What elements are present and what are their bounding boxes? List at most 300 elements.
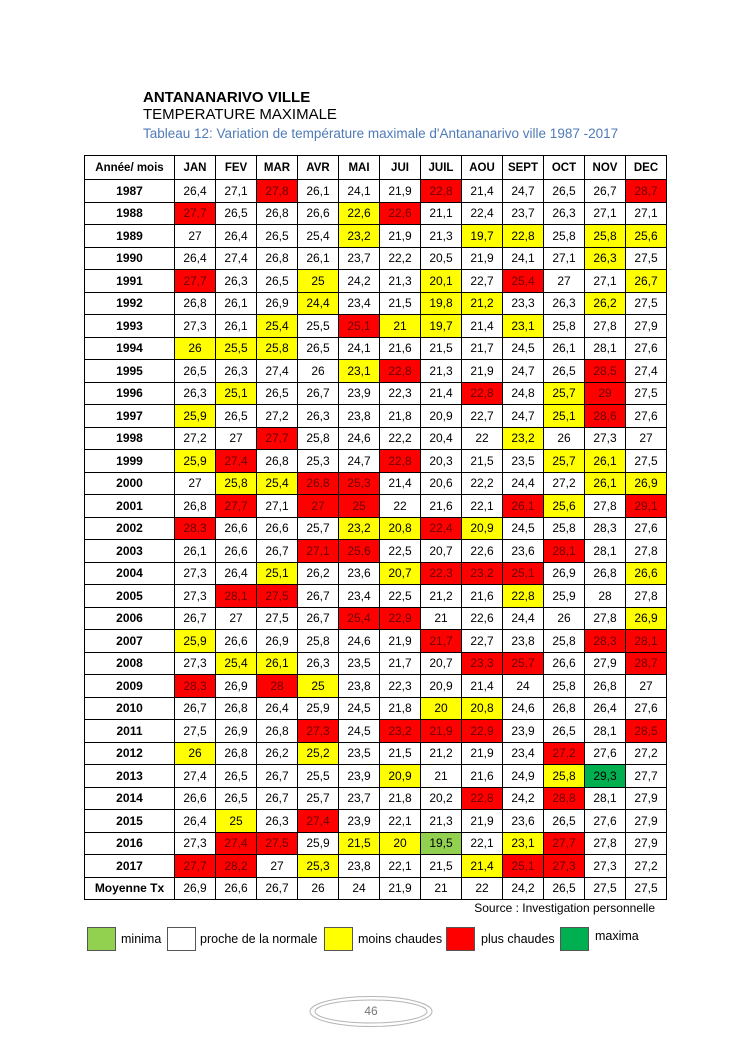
temperature-cell: 25 — [298, 270, 339, 293]
temperature-cell: 28,5 — [626, 720, 667, 743]
temperature-cell: 25,1 — [216, 382, 257, 405]
temperature-cell: 26,8 — [257, 247, 298, 270]
temperature-cell: 26,4 — [175, 810, 216, 833]
temperature-cell: 27,8 — [585, 832, 626, 855]
temperature-cell: 21 — [380, 315, 421, 338]
temperature-cell: 23,8 — [503, 630, 544, 653]
temperature-cell: 24,4 — [503, 607, 544, 630]
table-row — [85, 202, 667, 225]
temperature-cell: 25,6 — [626, 225, 667, 248]
temperature-cell: 26,7 — [626, 270, 667, 293]
temperature-cell: 21,4 — [462, 315, 503, 338]
temperature-cell: 27,1 — [216, 180, 257, 203]
temperature-cell: 24,6 — [503, 697, 544, 720]
temperature-cell: 23,9 — [339, 765, 380, 788]
temperature-cell: 26,8 — [257, 720, 298, 743]
temperature-cell: 24,1 — [339, 337, 380, 360]
temperature-cell: 22,6 — [462, 607, 503, 630]
temperature-cell: 21,6 — [380, 337, 421, 360]
temperature-cell: 25,6 — [544, 495, 585, 518]
table-row — [85, 292, 667, 315]
temperature-cell: 22,7 — [462, 405, 503, 428]
temperature-cell: 25,1 — [503, 855, 544, 878]
temperature-cell: 25,5 — [298, 315, 339, 338]
temperature-cell: 22,6 — [339, 202, 380, 225]
year-cell: 2007 — [85, 630, 175, 653]
temperature-cell: 25,6 — [339, 540, 380, 563]
temperature-cell: 27,8 — [585, 607, 626, 630]
temperature-cell: 20,7 — [421, 540, 462, 563]
column-header-avr: AVR — [298, 156, 339, 180]
temperature-cell: 23,7 — [339, 247, 380, 270]
temperature-cell: 26,7 — [298, 382, 339, 405]
temperature-cell: 25,8 — [298, 630, 339, 653]
temperature-cell: 27,2 — [257, 405, 298, 428]
temperature-cell: 27,5 — [626, 450, 667, 473]
temperature-cell: 23,1 — [339, 360, 380, 383]
temperature-cell: 27 — [544, 270, 585, 293]
temperature-cell: 21,4 — [380, 472, 421, 495]
temperature-cell: 23,4 — [503, 742, 544, 765]
table-row — [85, 270, 667, 293]
temperature-cell: 27,5 — [626, 382, 667, 405]
year-cell: 1990 — [85, 247, 175, 270]
temperature-cell: 22,4 — [421, 517, 462, 540]
temperature-cell: 28,8 — [544, 787, 585, 810]
temperature-cell: 25,4 — [503, 270, 544, 293]
temperature-cell: 21,5 — [421, 337, 462, 360]
temperature-cell: 27,7 — [257, 427, 298, 450]
temperature-cell: 27,5 — [257, 607, 298, 630]
temperature-cell: 26,5 — [544, 360, 585, 383]
temperature-cell: 28,3 — [175, 675, 216, 698]
temperature-cell: 27,8 — [626, 540, 667, 563]
temperature-cell: 20,7 — [380, 562, 421, 585]
temperature-cell: 26,5 — [216, 787, 257, 810]
temperature-cell: 26,8 — [257, 450, 298, 473]
temperature-cell: 27,6 — [626, 517, 667, 540]
temperature-cell: 21,5 — [339, 832, 380, 855]
temperature-cell: 20,8 — [380, 517, 421, 540]
temperature-cell: 25,8 — [544, 315, 585, 338]
average-cell: 26,9 — [175, 877, 216, 900]
temperature-cell: 22,4 — [462, 202, 503, 225]
temperature-cell: 26,5 — [257, 270, 298, 293]
average-cell: 21 — [421, 877, 462, 900]
page-title: ANTANANARIVO VILLE — [143, 89, 311, 106]
temperature-cell: 25,3 — [298, 855, 339, 878]
temperature-cell: 26,1 — [298, 180, 339, 203]
temperature-cell: 21,8 — [380, 405, 421, 428]
temperature-cell: 25,3 — [298, 450, 339, 473]
temperature-cell: 27 — [298, 495, 339, 518]
table-row — [85, 765, 667, 788]
temperature-cell: 23,5 — [339, 652, 380, 675]
year-cell: 2009 — [85, 675, 175, 698]
temperature-cell: 26,6 — [298, 202, 339, 225]
temperature-cell: 25,8 — [544, 675, 585, 698]
temperature-cell: 24,6 — [339, 630, 380, 653]
temperature-cell: 22,9 — [380, 607, 421, 630]
temperature-cell: 26,1 — [216, 292, 257, 315]
average-cell: 26,5 — [544, 877, 585, 900]
page-subtitle: TEMPERATURE MAXIMALE — [143, 106, 337, 123]
temperature-cell: 27,3 — [175, 585, 216, 608]
temperature-cell: 25,8 — [585, 225, 626, 248]
temperature-cell: 27,4 — [216, 247, 257, 270]
temperature-cell: 23,9 — [339, 382, 380, 405]
table-row — [85, 180, 667, 203]
temperature-cell: 26,1 — [503, 495, 544, 518]
temperature-cell: 29,3 — [585, 765, 626, 788]
year-cell: 1992 — [85, 292, 175, 315]
temperature-cell: 23,6 — [339, 562, 380, 585]
temperature-cell: 25,8 — [544, 765, 585, 788]
temperature-cell: 26,5 — [544, 720, 585, 743]
temperature-cell: 26,8 — [585, 562, 626, 585]
temperature-cell: 20,5 — [421, 247, 462, 270]
temperature-cell: 21,7 — [462, 337, 503, 360]
year-cell: 2010 — [85, 697, 175, 720]
column-header-juil: JUIL — [421, 156, 462, 180]
average-cell: 22 — [462, 877, 503, 900]
average-cell: 26,7 — [257, 877, 298, 900]
temperature-cell: 21,1 — [421, 202, 462, 225]
temperature-cell: 27 — [626, 675, 667, 698]
year-cell: 2008 — [85, 652, 175, 675]
temperature-cell: 23,5 — [503, 450, 544, 473]
temperature-cell: 21,9 — [462, 742, 503, 765]
temperature-cell: 27,8 — [257, 180, 298, 203]
temperature-cell: 23,7 — [503, 202, 544, 225]
temperature-cell: 28,1 — [544, 540, 585, 563]
table-row — [85, 427, 667, 450]
temperature-cell: 27,2 — [626, 855, 667, 878]
temperature-cell: 26,3 — [175, 382, 216, 405]
temperature-cell: 23,5 — [339, 742, 380, 765]
temperature-cell: 25,4 — [298, 225, 339, 248]
temperature-cell: 24,1 — [339, 180, 380, 203]
year-cell: 2005 — [85, 585, 175, 608]
temperature-cell: 22,3 — [380, 382, 421, 405]
temperature-cell: 24,7 — [503, 405, 544, 428]
temperature-cell: 25,5 — [298, 765, 339, 788]
temperature-cell: 26,7 — [257, 787, 298, 810]
temperature-cell: 25,7 — [544, 450, 585, 473]
year-cell: 2003 — [85, 540, 175, 563]
legend — [87, 927, 657, 955]
legend-label-maxima: maxima — [595, 929, 639, 943]
temperature-cell: 21,7 — [380, 652, 421, 675]
temperature-cell: 23,2 — [380, 720, 421, 743]
temperature-cell: 28,2 — [216, 855, 257, 878]
temperature-cell: 26,8 — [175, 495, 216, 518]
temperature-cell: 25,9 — [175, 450, 216, 473]
temperature-cell: 25,9 — [175, 405, 216, 428]
year-cell: 1989 — [85, 225, 175, 248]
temperature-cell: 26 — [544, 427, 585, 450]
temperature-cell: 26,1 — [585, 472, 626, 495]
temperature-cell: 26,9 — [626, 472, 667, 495]
temperature-cell: 21,9 — [462, 247, 503, 270]
column-header-sept: SEPT — [503, 156, 544, 180]
temperature-cell: 23,3 — [503, 292, 544, 315]
temperature-cell: 22 — [380, 495, 421, 518]
temperature-cell: 26,4 — [175, 247, 216, 270]
table-row — [85, 382, 667, 405]
temperature-cell: 27,9 — [585, 652, 626, 675]
table-row — [85, 810, 667, 833]
temperature-cell: 26,7 — [585, 180, 626, 203]
temperature-cell: 27,3 — [175, 832, 216, 855]
temperature-cell: 25,7 — [503, 652, 544, 675]
temperature-cell: 25,7 — [298, 787, 339, 810]
temperature-cell: 26,7 — [257, 765, 298, 788]
table-body — [85, 180, 667, 900]
temperature-cell: 26,1 — [544, 337, 585, 360]
legend-swatch-plus-chaudes — [446, 927, 475, 951]
temperature-cell: 27,7 — [216, 495, 257, 518]
temperature-cell: 25 — [339, 495, 380, 518]
table-row — [85, 675, 667, 698]
temperature-cell: 27,1 — [585, 202, 626, 225]
temperature-cell: 25,9 — [298, 697, 339, 720]
temperature-cell: 26,4 — [257, 697, 298, 720]
temperature-cell: 23,1 — [503, 315, 544, 338]
page-number-text: 46 — [364, 1004, 378, 1018]
temperature-cell: 23,7 — [339, 787, 380, 810]
temperature-cell: 22,8 — [503, 225, 544, 248]
temperature-cell: 21 — [421, 765, 462, 788]
temperature-cell: 26,3 — [298, 652, 339, 675]
temperature-cell: 26,6 — [257, 517, 298, 540]
temperature-cell: 24,5 — [503, 517, 544, 540]
temperature-cell: 25,8 — [544, 630, 585, 653]
temperature-cell: 22,5 — [380, 585, 421, 608]
temperature-cell: 26,6 — [175, 787, 216, 810]
temperature-cell: 26,5 — [216, 405, 257, 428]
temperature-cell: 25 — [216, 810, 257, 833]
temperature-cell: 27,6 — [626, 337, 667, 360]
temperature-cell: 26,3 — [216, 360, 257, 383]
temperature-cell: 23,6 — [503, 810, 544, 833]
year-cell: 1991 — [85, 270, 175, 293]
temperature-cell: 21 — [421, 607, 462, 630]
year-cell: 2000 — [85, 472, 175, 495]
temperature-cell: 22,8 — [462, 787, 503, 810]
temperature-cell: 20,9 — [421, 675, 462, 698]
column-header-year-month: Année/ mois — [85, 156, 175, 180]
temperature-cell: 26,6 — [216, 540, 257, 563]
temperature-cell: 25,8 — [216, 472, 257, 495]
temperature-cell: 27 — [216, 607, 257, 630]
temperature-cell: 23,2 — [339, 517, 380, 540]
temperature-cell: 24,5 — [339, 720, 380, 743]
column-header-jui: JUI — [380, 156, 421, 180]
temperature-cell: 20,9 — [421, 405, 462, 428]
temperature-cell: 20,4 — [421, 427, 462, 450]
year-cell: 2015 — [85, 810, 175, 833]
average-cell: 21,9 — [380, 877, 421, 900]
temperature-cell: 21,5 — [380, 292, 421, 315]
temperature-cell: 21,5 — [380, 742, 421, 765]
temperature-cell: 26,8 — [175, 292, 216, 315]
temperature-cell: 25,4 — [339, 607, 380, 630]
temperature-cell: 25,2 — [298, 742, 339, 765]
year-cell: 2016 — [85, 832, 175, 855]
temperature-cell: 26,9 — [626, 607, 667, 630]
temperature-cell: 26 — [544, 607, 585, 630]
table-row — [85, 630, 667, 653]
temperature-cell: 25,4 — [216, 652, 257, 675]
temperature-cell: 20,6 — [421, 472, 462, 495]
temperature-cell: 28 — [585, 585, 626, 608]
temperature-cell: 22 — [462, 427, 503, 450]
temperature-cell: 20,3 — [421, 450, 462, 473]
temperature-cell: 23,6 — [503, 540, 544, 563]
temperature-cell: 26,7 — [298, 607, 339, 630]
page-header — [143, 89, 618, 144]
table-row — [85, 450, 667, 473]
temperature-cell: 26,8 — [544, 697, 585, 720]
temperature-cell: 27,6 — [585, 742, 626, 765]
temperature-cell: 27,1 — [298, 540, 339, 563]
temperature-cell: 23,2 — [503, 427, 544, 450]
temperature-cell: 21,2 — [421, 585, 462, 608]
temperature-cell: 21,4 — [462, 855, 503, 878]
temperature-cell: 22,1 — [462, 495, 503, 518]
temperature-cell: 22,3 — [380, 675, 421, 698]
temperature-cell: 26,2 — [585, 292, 626, 315]
temperature-cell: 27,7 — [175, 270, 216, 293]
temperature-cell: 27,4 — [626, 360, 667, 383]
temperature-cell: 28,3 — [175, 517, 216, 540]
table-row — [85, 742, 667, 765]
temperature-cell: 23,8 — [339, 405, 380, 428]
year-cell: 1995 — [85, 360, 175, 383]
temperature-cell: 26,5 — [544, 810, 585, 833]
temperature-cell: 20,9 — [380, 765, 421, 788]
temperature-cell: 28,1 — [626, 630, 667, 653]
average-cell: 26 — [298, 877, 339, 900]
table-row — [85, 607, 667, 630]
temperature-cell: 20 — [421, 697, 462, 720]
year-cell: 2002 — [85, 517, 175, 540]
temperature-cell: 23,2 — [462, 562, 503, 585]
temperature-cell: 26,3 — [257, 810, 298, 833]
temperature-cell: 26,5 — [544, 180, 585, 203]
temperature-cell: 25,7 — [298, 517, 339, 540]
temperature-cell: 26,3 — [544, 202, 585, 225]
temperature-cell: 27,3 — [175, 315, 216, 338]
table-row — [85, 405, 667, 428]
temperature-cell: 21,3 — [380, 270, 421, 293]
temperature-cell: 27,8 — [585, 495, 626, 518]
temperature-cell: 27,5 — [257, 832, 298, 855]
temperature-cell: 28,1 — [585, 337, 626, 360]
temperature-cell: 22,2 — [462, 472, 503, 495]
temperature-cell: 22,6 — [380, 202, 421, 225]
table-row — [85, 832, 667, 855]
temperature-cell: 21,2 — [421, 742, 462, 765]
temperature-cell: 27,5 — [175, 720, 216, 743]
temperature-cell: 20,2 — [421, 787, 462, 810]
temperature-cell: 22,8 — [380, 360, 421, 383]
temperature-cell: 22,6 — [462, 540, 503, 563]
table-row — [85, 495, 667, 518]
temperature-cell: 22,2 — [380, 427, 421, 450]
temperature-cell: 21,5 — [421, 855, 462, 878]
temperature-cell: 21,3 — [421, 225, 462, 248]
year-cell: 1999 — [85, 450, 175, 473]
temperature-cell: 20 — [380, 832, 421, 855]
table-row — [85, 360, 667, 383]
temperature-cell: 21,8 — [380, 787, 421, 810]
temperature-cell: 28,3 — [585, 517, 626, 540]
temperature-cell: 21,8 — [380, 697, 421, 720]
year-cell: 1987 — [85, 180, 175, 203]
column-header-jan: JAN — [175, 156, 216, 180]
source-note: Source : Investigation personnelle — [474, 901, 655, 915]
temperature-cell: 29,1 — [626, 495, 667, 518]
temperature-cell: 19,7 — [462, 225, 503, 248]
temperature-cell: 26,1 — [585, 450, 626, 473]
temperature-cell: 21,3 — [421, 360, 462, 383]
average-cell: 24 — [339, 877, 380, 900]
temperature-cell: 25,8 — [544, 225, 585, 248]
legend-swatch-moins-chaudes — [324, 927, 353, 951]
temperature-cell: 27,8 — [626, 585, 667, 608]
temperature-cell: 25,9 — [175, 630, 216, 653]
temperature-cell: 25 — [298, 675, 339, 698]
temperature-cell: 23,8 — [339, 855, 380, 878]
table-row — [85, 652, 667, 675]
table-row — [85, 472, 667, 495]
table-header-row — [85, 156, 667, 180]
temperature-cell: 21,9 — [421, 720, 462, 743]
temperature-cell: 27,8 — [585, 315, 626, 338]
temperature-cell: 22,1 — [380, 810, 421, 833]
temperature-cell: 21,9 — [380, 180, 421, 203]
year-cell: 1988 — [85, 202, 175, 225]
temperature-cell: 27,6 — [626, 697, 667, 720]
temperature-cell: 28,6 — [585, 405, 626, 428]
temperature-cell: 25,1 — [257, 562, 298, 585]
column-header-fev: FEV — [216, 156, 257, 180]
temperature-cell: 28,1 — [216, 585, 257, 608]
temperature-cell: 22,8 — [380, 450, 421, 473]
temperature-table — [84, 155, 667, 900]
temperature-cell: 26,7 — [298, 585, 339, 608]
temperature-cell: 29 — [585, 382, 626, 405]
temperature-cell: 28 — [257, 675, 298, 698]
temperature-cell: 26,6 — [626, 562, 667, 585]
year-cell: 2012 — [85, 742, 175, 765]
table-row — [85, 225, 667, 248]
temperature-cell: 27,2 — [626, 742, 667, 765]
temperature-cell: 26,8 — [585, 675, 626, 698]
temperature-cell: 27,3 — [544, 855, 585, 878]
temperature-cell: 23,8 — [339, 675, 380, 698]
temperature-cell: 26,4 — [585, 697, 626, 720]
temperature-cell: 28,1 — [585, 787, 626, 810]
temperature-cell: 27 — [626, 427, 667, 450]
temperature-cell: 27,7 — [175, 202, 216, 225]
temperature-cell: 25,8 — [298, 427, 339, 450]
temperature-cell: 26,9 — [257, 630, 298, 653]
table-row — [85, 562, 667, 585]
temperature-cell: 28,1 — [585, 540, 626, 563]
